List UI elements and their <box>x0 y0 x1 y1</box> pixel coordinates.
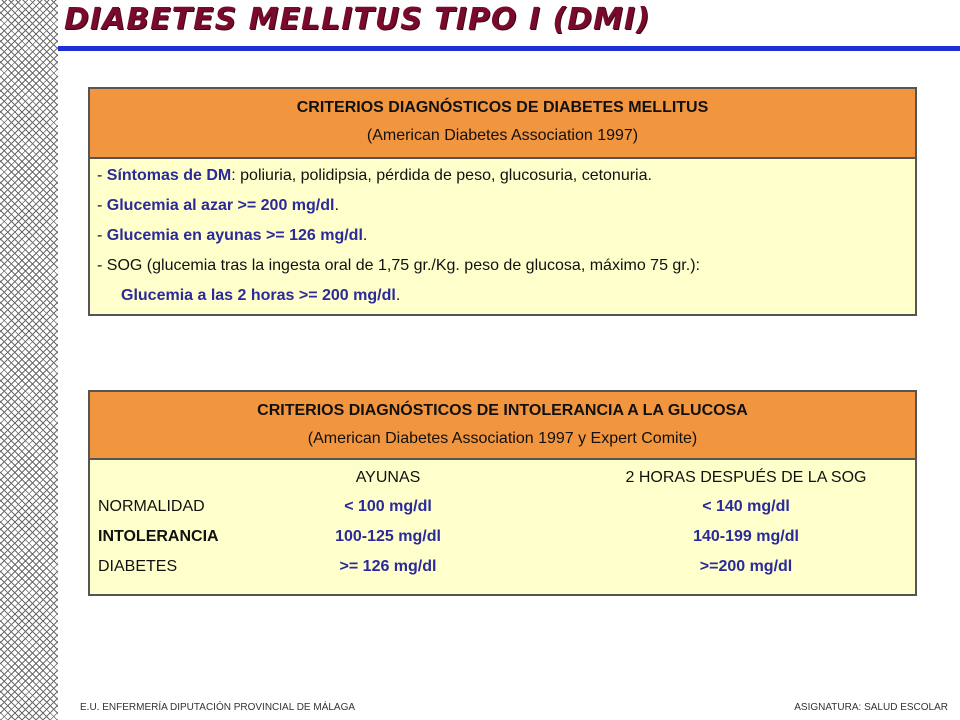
ig-criteria-title: CRITERIOS DIAGNÓSTICOS DE INTOLERANCIA A LA GLUCOSA <box>257 402 748 419</box>
criterion-random-glucose: - Glucemia al azar >= 200 mg/dl. <box>97 197 339 214</box>
criterion-symptoms: - Síntomas de DM: poliuria, polidipsia, pérdida de peso, glucosuria, cetonuria. <box>97 167 652 184</box>
title-underline <box>58 46 960 51</box>
slide-title: DIABETES MELLITUS TIPO I (DMI) <box>64 2 651 37</box>
criterion-sog: - SOG (glucemia tras la ingesta oral de 1,75 gr./Kg. peso de glucosa, máximo 75 gr.): <box>97 257 700 274</box>
ig-criteria-source: (American Diabetes Association 1997 y Expert Comite) <box>307 430 698 447</box>
row-label-intolerance: INTOLERANCIA <box>98 528 219 545</box>
row-label-normal: NORMALIDAD <box>98 498 205 515</box>
footer-subject: ASIGNATURA: SALUD ESCOLAR <box>794 702 948 713</box>
footer-institution: E.U. ENFERMERÍA DIPUTACIÓN PROVINCIAL DE MÁLAGA <box>80 702 356 713</box>
ig-criteria-table <box>90 460 915 596</box>
ig-criteria-box <box>88 390 917 596</box>
decorative-pattern-strip <box>0 0 58 720</box>
diabetes-2h-value: >=200 mg/dl <box>699 558 793 575</box>
normal-fasting-value: < 100 mg/dl <box>344 498 432 515</box>
dm-criteria-header <box>90 89 915 159</box>
normal-2h-value: < 140 mg/dl <box>702 498 790 515</box>
dm-criteria-box <box>88 87 917 316</box>
col-header-2h: 2 HORAS DESPUÉS DE LA SOG <box>625 469 867 486</box>
col-header-fasting: AYUNAS <box>355 469 421 486</box>
criterion-fasting-glucose: - Glucemia en ayunas >= 126 mg/dl. <box>97 227 368 244</box>
ig-criteria-header <box>90 392 915 460</box>
dm-criteria-source: (American Diabetes Association 1997) <box>366 127 639 144</box>
criterion-sog-2h: Glucemia a las 2 horas >= 200 mg/dl. <box>121 287 401 304</box>
intolerance-2h-value: 140-199 mg/dl <box>693 528 799 545</box>
row-label-diabetes: DIABETES <box>98 558 178 575</box>
dm-criteria-list <box>90 159 915 316</box>
dm-criteria-title: CRITERIOS DIAGNÓSTICOS DE DIABETES MELLITUS <box>296 99 709 116</box>
diabetes-fasting-value: >= 126 mg/dl <box>339 558 437 575</box>
intolerance-fasting-value: 100-125 mg/dl <box>335 528 441 545</box>
